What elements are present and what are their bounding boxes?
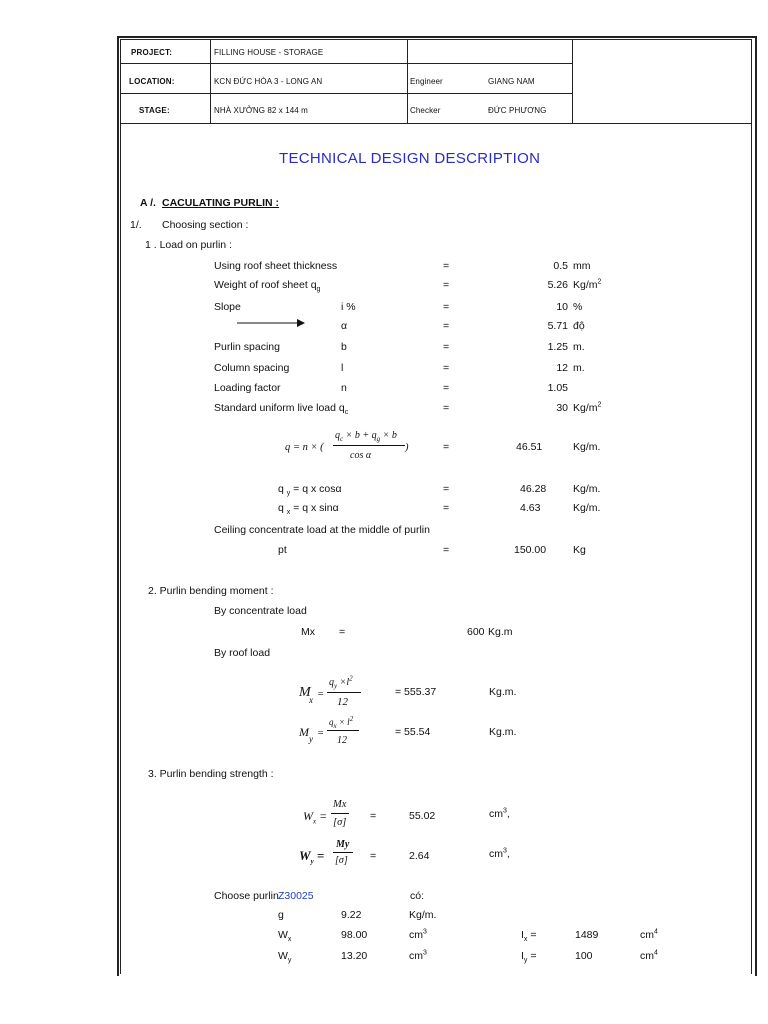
load-row-label: Using roof sheet thickness xyxy=(214,260,338,272)
moment-heading: 2. Purlin bending moment : xyxy=(148,585,274,597)
fraction-line xyxy=(333,445,405,446)
sub-heading: 1 . Load on purlin : xyxy=(145,239,232,251)
stage-value: NHÀ XƯỞNG 82 x 144 m xyxy=(214,106,308,115)
load-row-symbol: l xyxy=(341,362,344,374)
q-unit: Kg/m. xyxy=(573,441,601,453)
engineer-value: GIANG NAM xyxy=(488,77,535,86)
wx-value: 55.02 xyxy=(409,810,436,822)
q-value: 46.51 xyxy=(516,441,543,453)
load-row-label: Loading factor xyxy=(214,382,281,394)
load-row-eq: = xyxy=(443,301,450,313)
property-value: 9.22 xyxy=(341,909,362,921)
checker-label: Checker xyxy=(410,106,441,115)
project-label: PROJECT: xyxy=(131,48,173,57)
mx-roof-value: = 555.37 xyxy=(395,686,437,698)
load-row-eq: = xyxy=(443,341,450,353)
mx-eq: = xyxy=(339,626,346,638)
qx-unit: Kg/m. xyxy=(573,502,601,514)
property-value: 98.00 xyxy=(341,929,368,941)
inertia-unit: $cm^4$ xyxy=(640,949,658,962)
qx-eq: = xyxy=(443,502,450,514)
my-roof-value: = 55.54 xyxy=(395,726,431,738)
location-value: KCN ĐỨC HÒA 3 - LONG AN xyxy=(214,77,323,86)
header-divider xyxy=(120,63,572,64)
property-unit: Kg/m. xyxy=(409,909,437,921)
property-unit: $cm^3$ xyxy=(409,949,427,962)
location-label: LOCATION: xyxy=(129,77,175,86)
property-symbol: $W_y$ xyxy=(278,950,292,965)
q-eq: = xyxy=(443,441,450,453)
header-divider xyxy=(120,93,572,94)
load-row-value: 0.5 xyxy=(553,260,568,272)
load-row-label: Slope xyxy=(214,301,241,313)
section-prefix: A /. xyxy=(140,197,156,209)
close-paren: ) xyxy=(405,442,409,453)
load-row-value: 10 xyxy=(556,301,568,313)
load-row-value: 1.05 xyxy=(547,382,568,394)
load-row-value: 30 xyxy=(556,402,568,414)
ceiling-eq: = xyxy=(443,544,450,556)
load-row-value: 5.71 xyxy=(547,320,568,332)
load-row-label: Standard uniform live load $q_c$ xyxy=(214,402,349,417)
load-row-label: Weight of roof sheet $q_g$ xyxy=(214,279,321,294)
project-value: FILLING HOUSE - STORAGE xyxy=(214,48,324,57)
load-row-symbol: n xyxy=(341,382,347,394)
q-formula-denominator: cos α xyxy=(350,450,372,461)
page-title: TECHNICAL DESIGN DESCRIPTION xyxy=(279,150,541,167)
wy-value: 2.64 xyxy=(409,850,430,862)
stage-label: STAGE: xyxy=(139,106,170,115)
step-number: 1/. xyxy=(130,219,142,231)
qy-eq: = xyxy=(443,483,450,495)
by-roof-label: By roof load xyxy=(214,647,271,659)
engineer-label: Engineer xyxy=(410,77,443,86)
header-col-line xyxy=(407,39,408,123)
load-row-unit: m. xyxy=(573,362,585,374)
document-page: PROJECT: FILLING HOUSE - STORAGE LOCATION: KCN ĐỨC HÒA 3 - LONG AN STAGE: NHÀ XƯỞNG 82 x 144 m Engineer GIANG NAM Checker ĐỨC PHƯƠNG TECHNICAL DESIGN DESCRIPTION A /. CACULATING PURLIN : 1/. Choosing section : 1 . Load on purlin : Using roof sheet thickness = 0.5 mm Weight of roof sheet $q_g$ = 5.26 $Kg/m^2$ Slope i % = 10 % α = 5.71 độ Purlin spacing b = 1.25 m. Column spacing l = 12 m. Loading factor n = 1.05 Standard uniform live load $q_c$ = 30 $Kg/m^2$ q = n × ( $q_c \times b + q_g \times b$ cos α ) = 46.51 Kg/m. q $_y$ = q x cosα = 46.28 Kg/m. q $_x$ = q x sinα = 4.63 Kg/m. Ceiling concentrate load at the middle of purlin pt = 150.00 Kg 2. Purlin bending moment : By concentrate load Mx = 600 Kg.m By roof load M x = $q_y \times l^2$ 12 = 555.37 Kg.m. M y = $q_x \times l^2$ 12 = 55.54 Kg.m. 3. Purlin bending strength : $W_x$ = Mx [σ] = 55.02 $cm^3$, $W_y$ = My [σ] = 2.64 $cm^3$, Choose purlin Z30025 có: g 9.22 Kg/m. $W_x$ 98.00 $cm^3$ $I_x$ = 1489 $cm^4$ $W_y$ 13.20 $cm^3$ $I_y$ = 100 $cm^4$ xyxy=(117,36,757,976)
load-row-label: Purlin spacing xyxy=(214,341,280,353)
mx-roof-unit: Kg.m. xyxy=(489,686,517,698)
load-row-value: 1.25 xyxy=(547,341,568,353)
qx-expr: q $_x$ = q x sinα xyxy=(278,502,339,517)
inertia-symbol: $I_x$ = xyxy=(521,929,537,944)
header-bottom-line xyxy=(120,123,752,124)
qy-unit: Kg/m. xyxy=(573,483,601,495)
qy-value: 46.28 xyxy=(520,483,547,495)
load-row-unit: mm xyxy=(573,260,591,272)
ceiling-value: 150.00 xyxy=(514,544,547,556)
checker-value: ĐỨC PHƯƠNG xyxy=(488,106,547,115)
inertia-unit: $cm^4$ xyxy=(640,928,658,941)
property-symbol: $W_x$ xyxy=(278,929,292,944)
header-col-line xyxy=(210,39,211,123)
qx-value: 4.63 xyxy=(520,502,541,514)
mx-value: 600 xyxy=(467,626,485,638)
qy-expr: q $_y$ = q x cosα xyxy=(278,483,342,498)
ceiling-unit: Kg xyxy=(573,544,586,556)
load-row-unit: m. xyxy=(573,341,585,353)
load-row-eq: = xyxy=(443,260,450,272)
arrow-right-icon xyxy=(237,318,307,328)
my-roof-unit: Kg.m. xyxy=(489,726,517,738)
ceiling-symbol: pt xyxy=(278,544,287,556)
step-label: Choosing section : xyxy=(162,219,249,231)
property-symbol: g xyxy=(278,909,284,921)
load-row-symbol: i % xyxy=(341,301,356,313)
load-row-eq: = xyxy=(443,382,450,394)
load-row-unit: $Kg/m^2$ xyxy=(573,278,602,291)
load-row-unit: % xyxy=(573,301,583,313)
ceiling-label: Ceiling concentrate load at the middle of purlin xyxy=(214,524,430,536)
q-formula-lhs: q = n × ( xyxy=(285,442,324,453)
inertia-value: 100 xyxy=(575,950,593,962)
load-row-eq: = xyxy=(443,402,450,414)
purlin-link[interactable]: Z30025 xyxy=(278,890,314,902)
load-row-symbol: b xyxy=(341,341,347,353)
wx-unit: $cm^3$, xyxy=(489,807,510,820)
inertia-symbol: $I_y$ = xyxy=(521,950,537,965)
load-row-unit: độ xyxy=(573,320,585,332)
strength-heading: 3. Purlin bending strength : xyxy=(148,768,274,780)
choose-purlin-label: Choose purlin xyxy=(214,890,279,902)
section-heading: CACULATING PURLIN : xyxy=(162,197,280,209)
co-label: có: xyxy=(410,890,425,902)
q-formula-numerator: $q_c \times b + q_g \times b$ xyxy=(335,430,397,443)
load-row-eq: = xyxy=(443,362,450,374)
property-value: 13.20 xyxy=(341,950,368,962)
wy-eq: = xyxy=(370,850,377,862)
by-concentrate-label: By concentrate load xyxy=(214,605,307,617)
load-row-unit: $Kg/m^2$ xyxy=(573,401,602,414)
wx-eq: = xyxy=(370,810,377,822)
inner-border xyxy=(120,39,752,974)
inertia-value: 1489 xyxy=(575,929,599,941)
wy-unit: $cm^3$, xyxy=(489,847,510,860)
load-row-label: Column spacing xyxy=(214,362,290,374)
load-row-symbol: α xyxy=(341,320,348,332)
property-unit: $cm^3$ xyxy=(409,928,427,941)
mx-unit: Kg.m xyxy=(488,626,513,638)
load-row-eq: = xyxy=(443,279,450,291)
load-row-value: 12 xyxy=(556,362,568,374)
mx-label: Mx xyxy=(301,626,315,638)
load-row-value: 5.26 xyxy=(547,279,568,291)
header-col-line xyxy=(572,39,573,123)
load-row-eq: = xyxy=(443,320,450,332)
